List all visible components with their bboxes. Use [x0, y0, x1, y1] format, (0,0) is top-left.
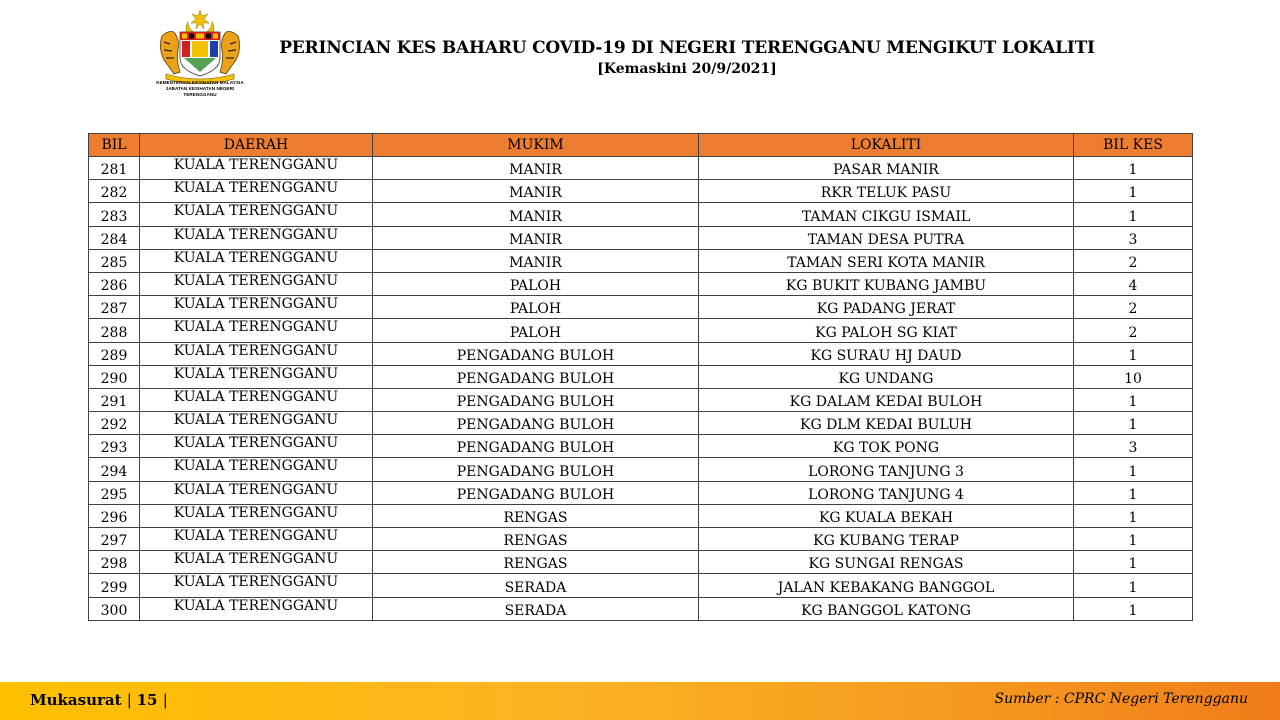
cell-bil-kes: 1 [1074, 342, 1193, 365]
cell-daerah: KUALA TERENGGANU [140, 481, 373, 504]
cell-bil: 289 [89, 342, 140, 365]
page-number: 15 [136, 691, 158, 709]
cell-bil-kes: 1 [1074, 551, 1193, 574]
cell-daerah: KUALA TERENGGANU [140, 203, 373, 226]
table-row [89, 597, 1193, 620]
table-row [89, 458, 1193, 481]
cell-lokaliti: KG UNDANG [699, 365, 1074, 388]
cases-table [88, 133, 1193, 621]
cell-bil-kes: 3 [1074, 226, 1193, 249]
cell-mukim: RENGAS [373, 551, 699, 574]
table-row [89, 412, 1193, 435]
cell-bil: 283 [89, 203, 140, 226]
page-title: PERINCIAN KES BAHARU COVID-19 DI NEGERI TERENGGANU MENGIKUT LOKALITI [279, 38, 1095, 58]
table-row [89, 157, 1193, 180]
table-row [89, 551, 1193, 574]
table-row [89, 481, 1193, 504]
logo-caption-ministry: KEMENTERIAN KESIHATAN MALAYSIA [156, 80, 244, 85]
cell-bil-kes: 2 [1074, 249, 1193, 272]
cell-lokaliti: KG KUBANG TERAP [699, 528, 1074, 551]
cell-mukim: PENGADANG BULOH [373, 342, 699, 365]
cell-lokaliti: TAMAN CIKGU ISMAIL [699, 203, 1074, 226]
cell-mukim: PALOH [373, 272, 699, 295]
cell-lokaliti: KG DLM KEDAI BULUH [699, 412, 1074, 435]
table-row [89, 365, 1193, 388]
cell-bil: 295 [89, 481, 140, 504]
cell-daerah: KUALA TERENGGANU [140, 574, 373, 597]
cell-mukim: PALOH [373, 319, 699, 342]
cell-bil-kes: 1 [1074, 203, 1193, 226]
cell-bil-kes: 2 [1074, 319, 1193, 342]
cell-daerah: KUALA TERENGGANU [140, 551, 373, 574]
cell-daerah: KUALA TERENGGANU [140, 296, 373, 319]
cell-mukim: SERADA [373, 574, 699, 597]
table-header-row [89, 134, 1193, 157]
cell-bil: 288 [89, 319, 140, 342]
cell-bil: 300 [89, 597, 140, 620]
table-row [89, 528, 1193, 551]
cell-mukim: PENGADANG BULOH [373, 458, 699, 481]
coat-of-arms-logo [152, 8, 248, 97]
cell-mukim: MANIR [373, 157, 699, 180]
header-mukim: MUKIM [373, 134, 699, 157]
cell-bil: 282 [89, 180, 140, 203]
cell-daerah: KUALA TERENGGANU [140, 597, 373, 620]
cell-bil-kes: 1 [1074, 388, 1193, 411]
table-row [89, 435, 1193, 458]
cell-lokaliti: RKR TELUK PASU [699, 180, 1074, 203]
cell-bil-kes: 1 [1074, 574, 1193, 597]
cell-lokaliti: KG KUALA BEKAH [699, 504, 1074, 527]
cell-lokaliti: TAMAN SERI KOTA MANIR [699, 249, 1074, 272]
cell-daerah: KUALA TERENGGANU [140, 272, 373, 295]
table-row [89, 388, 1193, 411]
cell-lokaliti: KG BUKIT KUBANG JAMBU [699, 272, 1074, 295]
cell-lokaliti: TAMAN DESA PUTRA [699, 226, 1074, 249]
cell-daerah: KUALA TERENGGANU [140, 365, 373, 388]
cell-mukim: PENGADANG BULOH [373, 435, 699, 458]
cell-bil-kes: 1 [1074, 481, 1193, 504]
cell-mukim: MANIR [373, 249, 699, 272]
header-lokaliti: LOKALITI [699, 134, 1074, 157]
table-row [89, 296, 1193, 319]
cell-lokaliti: KG TOK PONG [699, 435, 1074, 458]
table-row [89, 504, 1193, 527]
cell-daerah: KUALA TERENGGANU [140, 249, 373, 272]
cell-bil: 292 [89, 412, 140, 435]
cell-lokaliti: KG BANGGOL KATONG [699, 597, 1074, 620]
cell-bil-kes: 3 [1074, 435, 1193, 458]
cell-bil-kes: 1 [1074, 412, 1193, 435]
cell-daerah: KUALA TERENGGANU [140, 342, 373, 365]
cell-bil: 296 [89, 504, 140, 527]
cell-lokaliti: KG SUNGAI RENGAS [699, 551, 1074, 574]
cell-bil-kes: 1 [1074, 504, 1193, 527]
cell-mukim: PENGADANG BULOH [373, 481, 699, 504]
cell-lokaliti: KG DALAM KEDAI BULOH [699, 388, 1074, 411]
footer-bar [0, 682, 1280, 720]
cell-bil-kes: 2 [1074, 296, 1193, 319]
coat-of-arms-icon [152, 8, 248, 84]
cell-daerah: KUALA TERENGGANU [140, 504, 373, 527]
header-bil: BIL [89, 134, 140, 157]
table-row [89, 203, 1193, 226]
table-body [89, 157, 1193, 621]
cell-mukim: MANIR [373, 226, 699, 249]
cell-lokaliti: KG SURAU HJ DAUD [699, 342, 1074, 365]
table-row [89, 226, 1193, 249]
cell-lokaliti: JALAN KEBAKANG BANGGOL [699, 574, 1074, 597]
cell-daerah: KUALA TERENGGANU [140, 435, 373, 458]
table-row [89, 249, 1193, 272]
cell-bil: 294 [89, 458, 140, 481]
cell-bil: 299 [89, 574, 140, 597]
cell-bil-kes: 1 [1074, 528, 1193, 551]
cell-mukim: PENGADANG BULOH [373, 388, 699, 411]
cell-mukim: SERADA [373, 597, 699, 620]
cell-mukim: PENGADANG BULOH [373, 412, 699, 435]
cell-bil: 284 [89, 226, 140, 249]
cell-bil-kes: 1 [1074, 458, 1193, 481]
page-indicator: Mukasurat | 15 | [30, 691, 168, 709]
table-row [89, 342, 1193, 365]
cell-daerah: KUALA TERENGGANU [140, 458, 373, 481]
cell-lokaliti: LORONG TANJUNG 4 [699, 481, 1074, 504]
cell-bil: 293 [89, 435, 140, 458]
cell-bil-kes: 10 [1074, 365, 1193, 388]
cell-mukim: RENGAS [373, 504, 699, 527]
cell-bil: 287 [89, 296, 140, 319]
cell-lokaliti: PASAR MANIR [699, 157, 1074, 180]
cell-lokaliti: KG PADANG JERAT [699, 296, 1074, 319]
cell-bil: 298 [89, 551, 140, 574]
cell-daerah: KUALA TERENGGANU [140, 388, 373, 411]
cell-bil: 286 [89, 272, 140, 295]
table-row [89, 574, 1193, 597]
table-row [89, 180, 1193, 203]
cell-daerah: KUALA TERENGGANU [140, 528, 373, 551]
cell-daerah: KUALA TERENGGANU [140, 157, 373, 180]
cell-bil: 297 [89, 528, 140, 551]
cell-lokaliti: LORONG TANJUNG 3 [699, 458, 1074, 481]
cell-daerah: KUALA TERENGGANU [140, 319, 373, 342]
page-label: Mukasurat [30, 691, 122, 709]
cell-bil-kes: 1 [1074, 157, 1193, 180]
header-bil-kes: BIL KES [1074, 134, 1193, 157]
cell-lokaliti: KG PALOH SG KIAT [699, 319, 1074, 342]
cell-daerah: KUALA TERENGGANU [140, 412, 373, 435]
cell-mukim: PALOH [373, 296, 699, 319]
cell-mukim: MANIR [373, 180, 699, 203]
update-date: [Kemaskini 20/9/2021] [597, 61, 777, 77]
cell-daerah: KUALA TERENGGANU [140, 180, 373, 203]
source-note: Sumber : CPRC Negeri Terengganu [994, 691, 1248, 707]
logo-caption-department: JABATAN KESIHATAN NEGERI TERENGGANU [165, 86, 235, 97]
cell-bil: 291 [89, 388, 140, 411]
table-row [89, 319, 1193, 342]
header-daerah: DAERAH [140, 134, 373, 157]
cell-bil: 290 [89, 365, 140, 388]
cell-bil: 285 [89, 249, 140, 272]
table-row [89, 272, 1193, 295]
cell-mukim: PENGADANG BULOH [373, 365, 699, 388]
cell-bil-kes: 4 [1074, 272, 1193, 295]
cell-bil-kes: 1 [1074, 597, 1193, 620]
cell-daerah: KUALA TERENGGANU [140, 226, 373, 249]
cell-mukim: RENGAS [373, 528, 699, 551]
cell-bil: 281 [89, 157, 140, 180]
cell-mukim: MANIR [373, 203, 699, 226]
cell-bil-kes: 1 [1074, 180, 1193, 203]
